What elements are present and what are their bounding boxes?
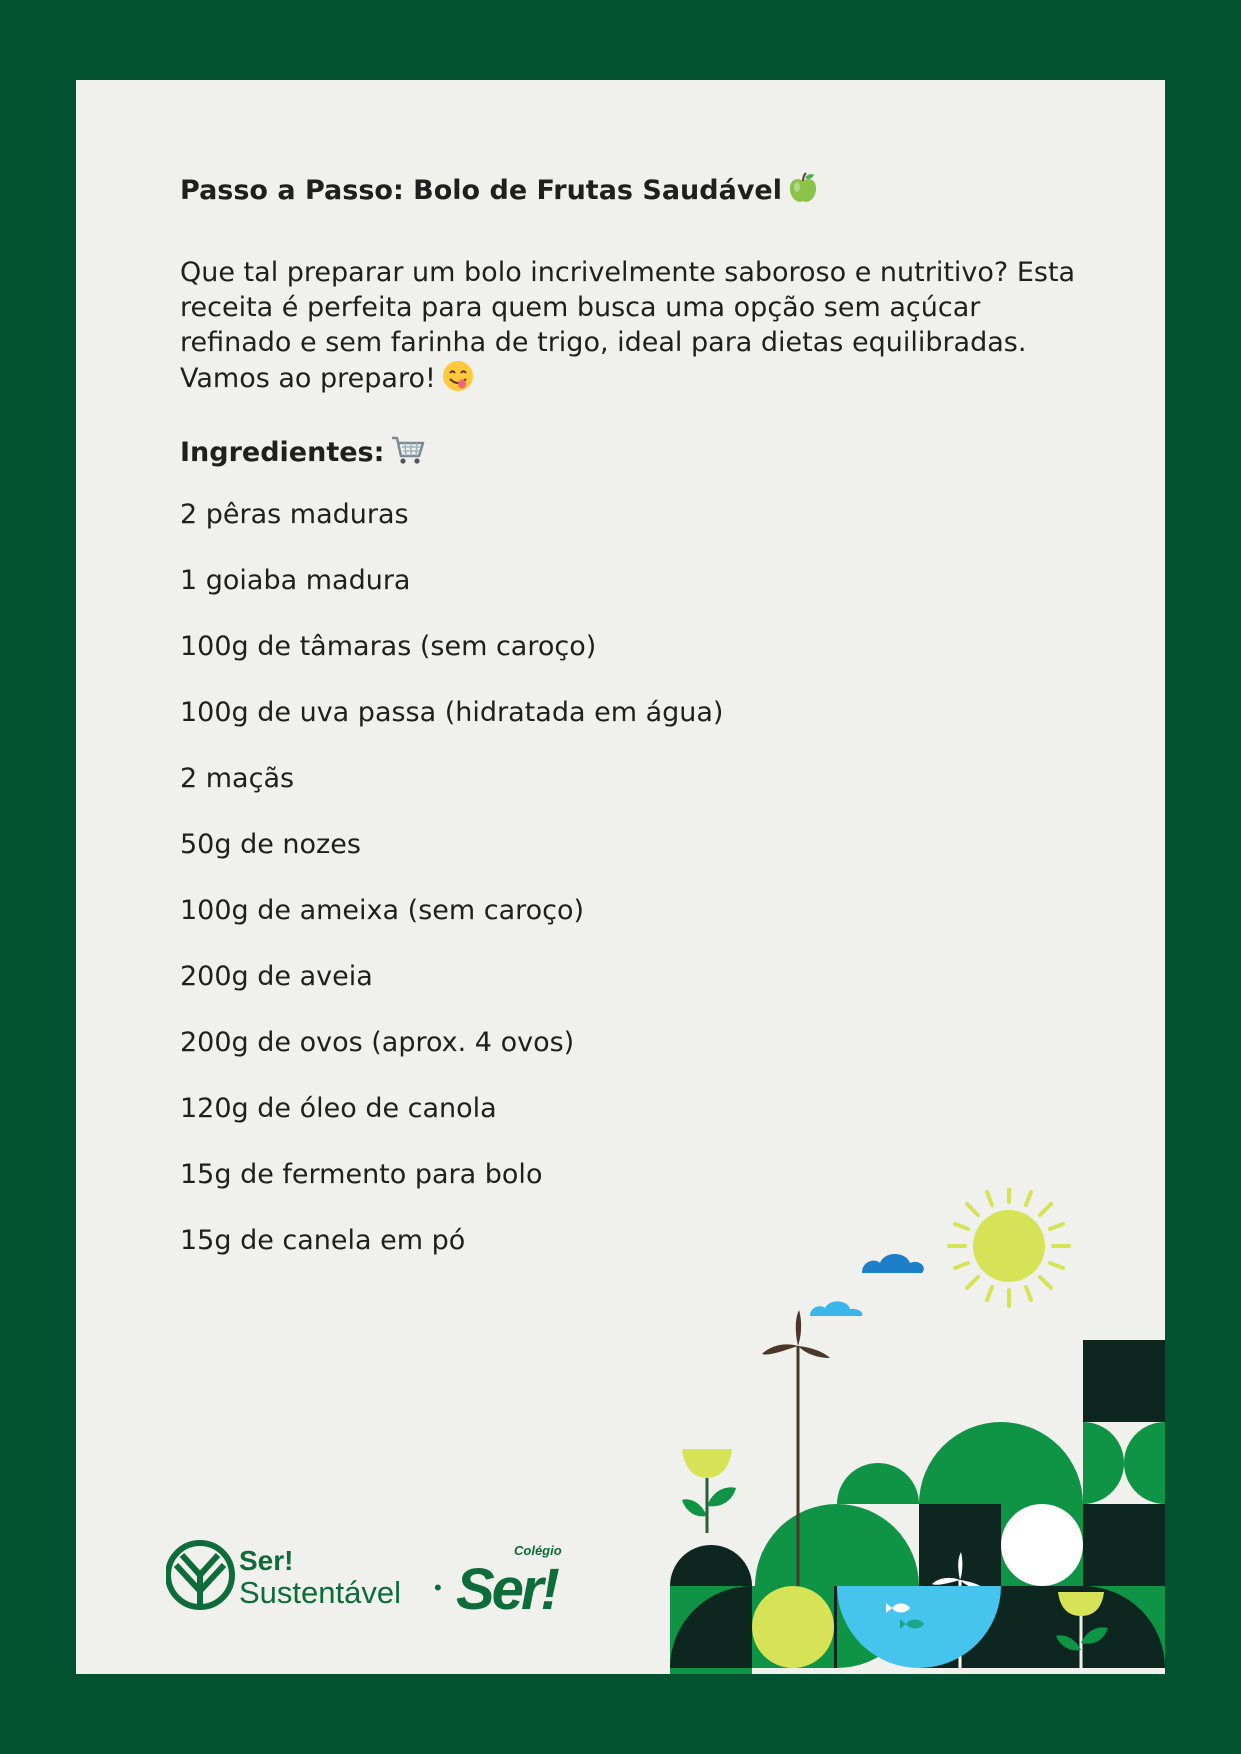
colegio-label: Colégio (514, 1543, 562, 1558)
ingredient-item: 200g de ovos (aprox. 4 ovos) (180, 1027, 575, 1058)
ingredient-item: 2 maçãs (180, 763, 295, 794)
ingredient-item: 120g de óleo de canola (180, 1093, 497, 1124)
ingredient-item: 200g de aveia (180, 961, 373, 992)
ser-sustentavel-line1: Ser! (239, 1545, 294, 1576)
ser-sustentavel-line2: Sustentável (239, 1575, 401, 1610)
recipe-intro: Que tal preparar um bolo incrivelmente saboroso e nutritivo? Esta receita é perfeita para quem busca uma opção sem açúcar refinado e sem farinha de trigo, ideal para dietas equilibradas. Vamos ao preparo! (180, 255, 1080, 401)
logo-separator: • (434, 1575, 442, 1600)
sun-icon (949, 1188, 1069, 1306)
recipe-content (180, 172, 1080, 1290)
green-apple-icon (788, 172, 818, 214)
cloud-icon (862, 1254, 924, 1273)
ingredient-item: 15g de fermento para bolo (180, 1159, 543, 1190)
brand-logos (166, 1535, 606, 1619)
shopping-cart-icon (390, 434, 426, 476)
ser-sustentavel-leaf-logo-icon (168, 1543, 232, 1607)
ingredient-item: 2 pêras maduras (180, 499, 409, 530)
ingredient-item: 50g de nozes (180, 829, 361, 860)
recipe-card (76, 80, 1165, 1674)
ingredient-item: 1 goiaba madura (180, 565, 411, 596)
ingredients-heading: Ingredientes: (180, 434, 1080, 476)
ingredients-list (180, 498, 1080, 1290)
sustainability-illustration (670, 1188, 1165, 1674)
yum-face-icon (442, 360, 474, 401)
ingredient-item: 100g de uva passa (hidratada em água) (180, 697, 724, 728)
ingredient-item: 100g de tâmaras (sem caroço) (180, 631, 597, 662)
ingredient-item: 100g de ameixa (sem caroço) (180, 895, 585, 926)
ingredient-item: 15g de canela em pó (180, 1225, 466, 1256)
colegio-ser-logo: Ser! (456, 1557, 557, 1615)
recipe-title: Passo a Passo: Bolo de Frutas Saudável (180, 172, 1080, 214)
cloud-icon (810, 1301, 862, 1316)
